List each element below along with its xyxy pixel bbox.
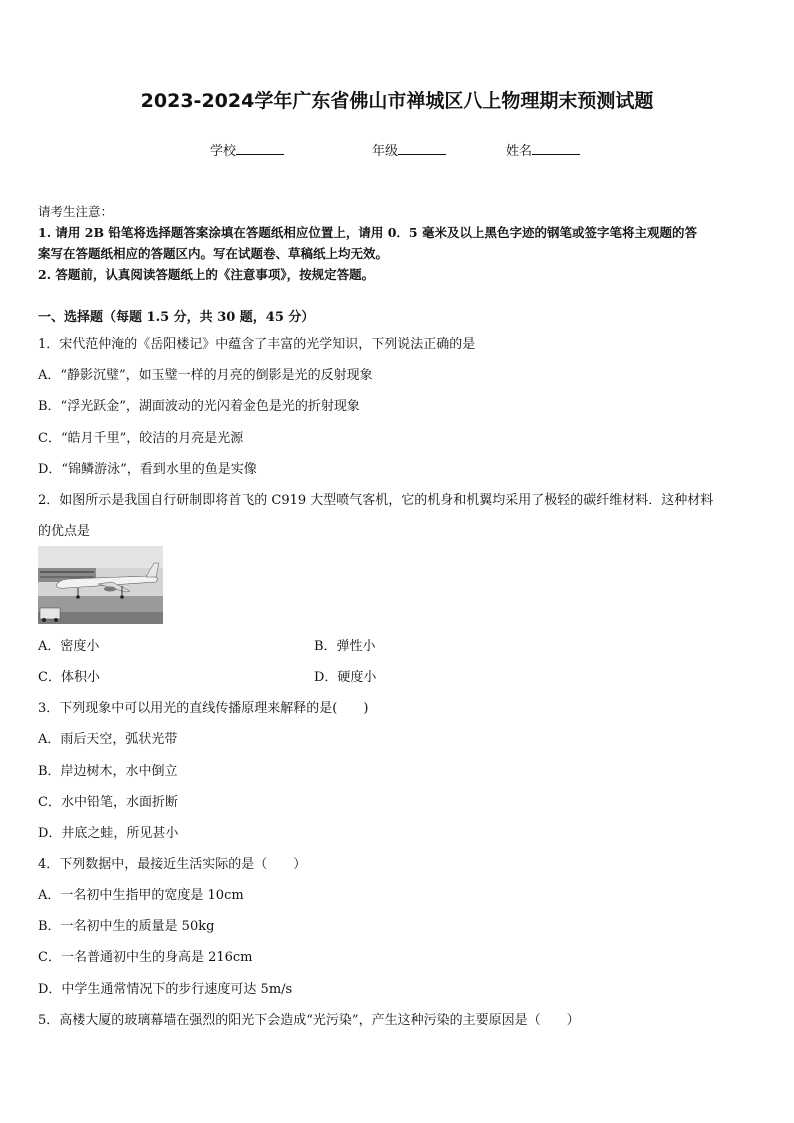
notice-item-1a: 1. 请用 2B 铅笔将选择题答案涂填在答题纸相应位置上，请用 0．5 毫米及以上黑色字迹的钢笔或签字笔将主观题的答: [38, 225, 697, 240]
question-2-option-d: D．硬度小: [314, 670, 377, 685]
school-blank: [236, 142, 284, 155]
question-5-stem: 5．高楼大厦的玻璃幕墙在强烈的阳光下会造成“光污染”，产生这种污染的主要原因是（ ）: [38, 1013, 580, 1028]
question-4-option-d: D．中学生通常情况下的步行速度可达 5m/s: [38, 982, 293, 997]
question-4-stem: 4．下列数据中，最接近生活实际的是（ ）: [38, 857, 307, 872]
question-4-option-c: C．一名普通初中生的身高是 216cm: [38, 950, 253, 965]
question-2-option-c: C．体积小: [38, 670, 100, 685]
notice-heading: 请考生注意：: [38, 204, 114, 219]
question-4-option-a: A．一名初中生指甲的宽度是 10cm: [38, 888, 244, 903]
question-1-stem: 1．宋代范仲淹的《岳阳楼记》中蕴含了丰富的光学知识，下列说法正确的是: [38, 337, 476, 352]
page-title: 2023-2024学年广东省佛山市禅城区八上物理期末预测试题: [140, 90, 654, 112]
question-3-stem: 3．下列现象中可以用光的直线传播原理来解释的是( ): [38, 701, 369, 716]
section-title: 一、选择题（每题 1.5 分，共 30 题，45 分）: [38, 310, 315, 325]
name-label: 姓名: [506, 144, 533, 159]
school-label: 学校: [210, 144, 237, 159]
question-3-option-a: A．雨后天空，弧状光带: [38, 732, 178, 747]
notice-item-2: 2. 答题前，认真阅读答题纸上的《注意事项》，按规定答题。: [38, 267, 375, 282]
name-field: [506, 140, 580, 159]
airplane-photo: [38, 546, 163, 624]
question-1-option-c: C．“皓月千里”，皎洁的月亮是光源: [38, 431, 244, 446]
question-3-option-d: D．井底之蛙，所见甚小: [38, 826, 179, 841]
question-3-option-c: C．水中铅笔，水面折断: [38, 795, 178, 810]
airplane-icon: [38, 546, 163, 624]
question-1-option-b: B．“浮光跃金”，湖面波动的光闪着金色是光的折射现象: [38, 399, 360, 414]
grade-label: 年级: [372, 144, 399, 159]
question-3-option-b: B．岸边树木，水中倒立: [38, 764, 178, 779]
grade-blank: [398, 142, 446, 155]
question-1-option-a: A．“静影沉璧”，如玉璧一样的月亮的倒影是光的反射现象: [38, 368, 373, 383]
name-blank: [532, 142, 580, 155]
school-field: [210, 140, 284, 159]
question-2-stem: 2．如图所示是我国自行研制即将首飞的 C919 大型喷气客机，它的机身和机翼均采用了极轻的碳纤维材料．这种材料: [38, 493, 714, 508]
question-4-option-b: B．一名初中生的质量是 50kg: [38, 919, 215, 934]
question-2-option-b: B．弹性小: [314, 639, 376, 654]
question-1-option-d: D．“锦鳞游泳”，看到水里的鱼是实像: [38, 462, 257, 477]
question-2-option-a: A．密度小: [38, 639, 100, 654]
question-2-stem-cont: 的优点是: [38, 524, 91, 539]
grade-field: [372, 140, 446, 159]
notice-item-1b: 案写在答题纸相应的答题区内。写在试题卷、草稿纸上均无效。: [38, 246, 389, 261]
